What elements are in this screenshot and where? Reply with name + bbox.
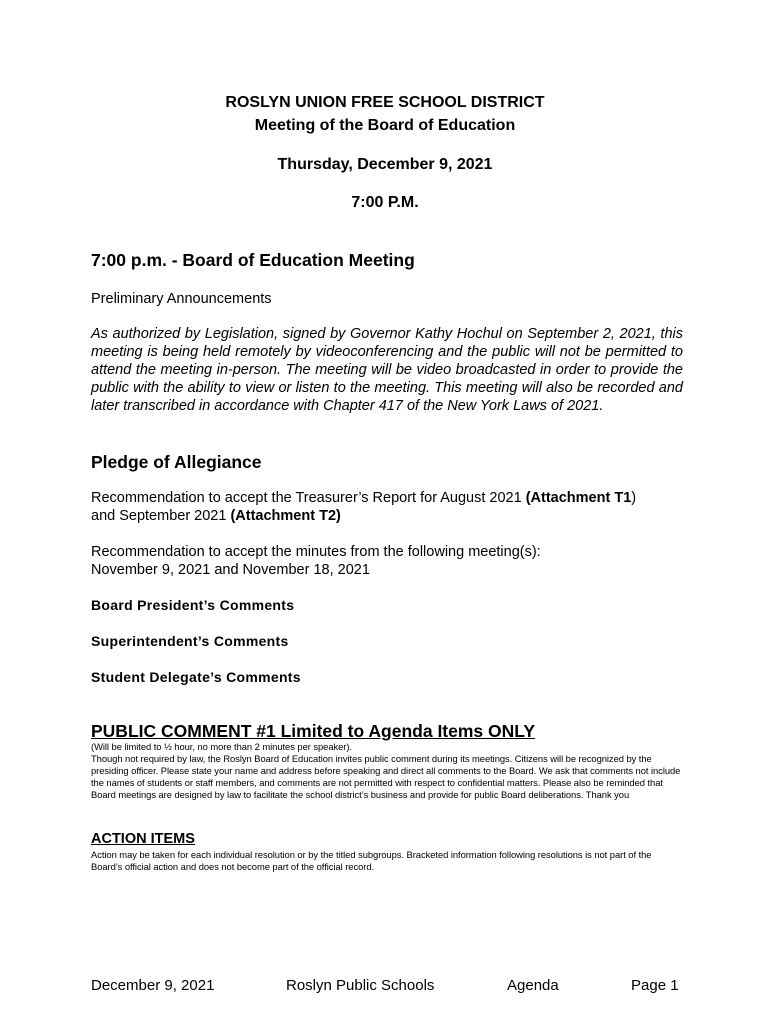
legislation-notice: As authorized by Legislation, signed by Governor Kathy Hochul on September 2, 2021, this meeting is being held remotely by videoconferencing and the public will not be permitted to attend the meeting in-person. The meeting will be video broadcasted in order to provide the public with the ability to view or listen to the meeting. This meeting will also be recorded and later transcribed in accordance with Chapter 417 of the New York Laws of 2021. xyxy=(91,326,683,414)
action-items-text: Action may be taken for each individual resolution or by the titled subgroups. Bracketed information following resolutions is not part of the Board’s official action and does not become part of the official record. xyxy=(91,849,652,872)
meeting-time: 7:00 P.M. xyxy=(351,194,419,211)
action-items-heading: ACTION ITEMS xyxy=(91,831,195,847)
treasurer-recommendation xyxy=(91,489,651,525)
public-comment-limit: (Will be limited to ½ hour, no more than 2 minutes per speaker). xyxy=(91,741,352,752)
superintendent-comments: Superintendent’s Comments xyxy=(91,633,289,649)
public-comment-heading: PUBLIC COMMENT #1 Limited to Agenda Items ONLY xyxy=(91,721,536,741)
public-comment-text: Though not required by law, the Roslyn Board of Education invites public comment during its meetings. Citizens will be recognized by the presiding officer. Please state your name and address before speaking and direct all comments to the Board. We ask that comments not include the names of students or staff members, and comments are not permitted with respect to confidential matters. Please also be reminded that Board meetings are designed by law to facilitate the school district’s business and provide for public Board deliberations. Thank you xyxy=(91,753,681,800)
minutes-recommendation-line-2: November 9, 2021 and November 18, 2021 xyxy=(91,562,370,578)
minutes-recommendation-line-1: Recommendation to accept the minutes from the following meeting(s): xyxy=(91,544,541,560)
district-name: ROSLYN UNION FREE SCHOOL DISTRICT xyxy=(225,94,545,111)
footer-organization: Roslyn Public Schools xyxy=(286,977,435,994)
meeting-date: Thursday, December 9, 2021 xyxy=(277,156,493,173)
meeting-title: Meeting of the Board of Education xyxy=(254,117,516,134)
student-delegate-comments: Student Delegate’s Comments xyxy=(91,669,301,685)
footer-page-number: Page 1 xyxy=(631,977,679,994)
board-president-comments: Board President’s Comments xyxy=(91,597,295,613)
footer-date: December 9, 2021 xyxy=(91,977,215,994)
meeting-heading: 7:00 p.m. - Board of Education Meeting xyxy=(91,250,415,270)
pledge-heading: Pledge of Allegiance xyxy=(91,452,262,472)
preliminary-announcements: Preliminary Announcements xyxy=(91,291,272,307)
treasurer-text-1: Recommendation to accept the Treasurer’s Report for August 2021 xyxy=(91,490,526,506)
treasurer-attachment-t1: (Attachment T1 xyxy=(525,490,632,506)
footer-document-type: Agenda xyxy=(507,977,559,994)
treasurer-attachment-t2: (Attachment T2) xyxy=(230,508,341,524)
treasurer-text-2: ) and September 2021 xyxy=(91,490,637,524)
